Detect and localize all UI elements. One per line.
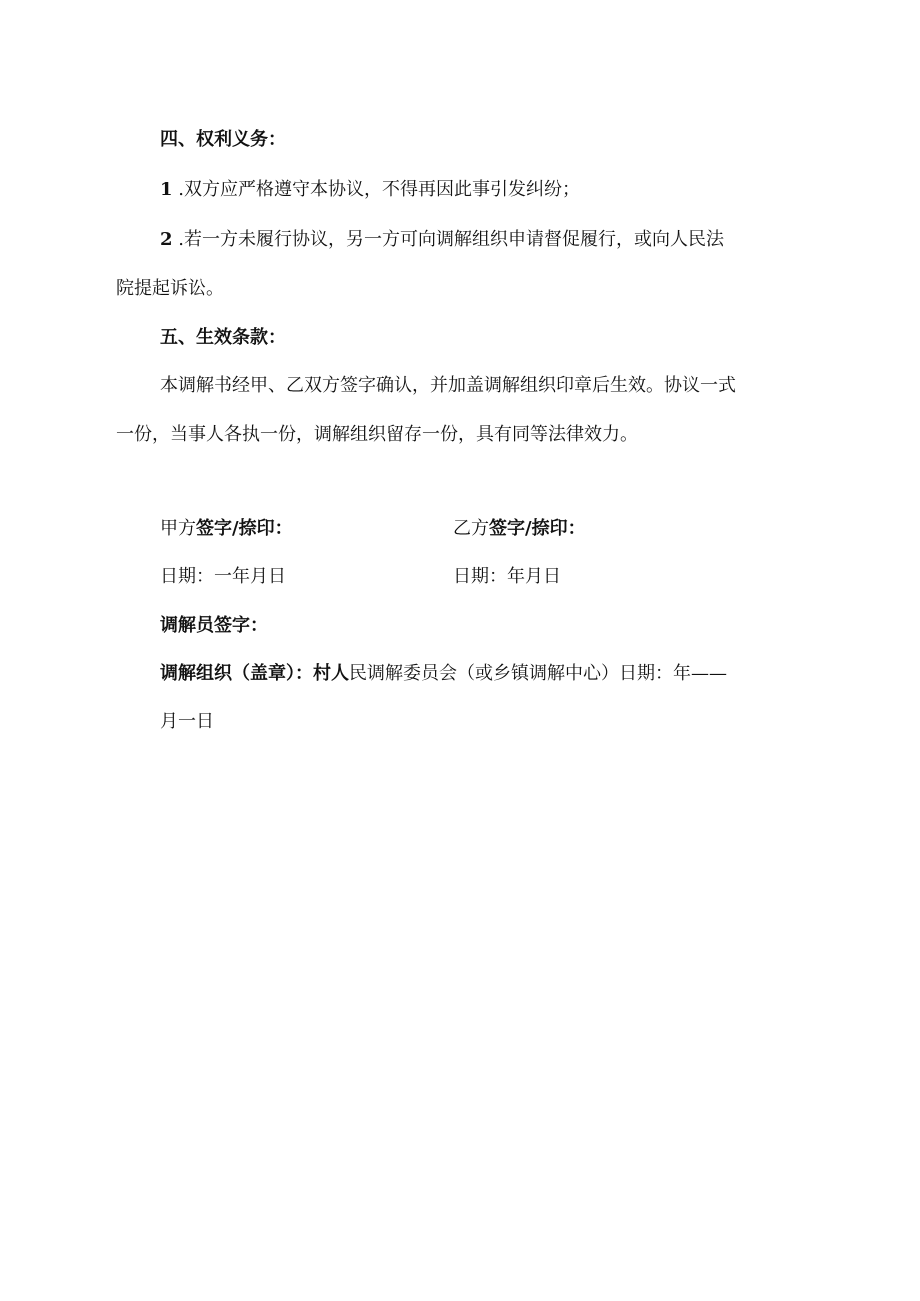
section4-heading: 四、权利义务： [160, 129, 286, 150]
section5-body-line1: 本调解书经甲、乙双方签字确认，并加盖调解组织印章后生效。协议一式 [160, 375, 736, 396]
mediation-org-date-tail: 月一日 [160, 711, 214, 732]
item2-text-line1: .若一方未履行协议，另一方可向调解组织申请督促履行，或向人民法 [178, 229, 724, 250]
item2-number: 2 [160, 229, 173, 250]
section5-heading: 五、生效条款： [160, 327, 286, 348]
section4-item2 [160, 228, 724, 252]
party-b-prefix: 乙方 [453, 518, 489, 539]
item2-text-line2: 院提起诉讼。 [116, 278, 224, 299]
org-seal-text: 民调解委员会（或乡镇调解中心）日期：年—— [349, 663, 727, 684]
section5-body-line2: 一份，当事人各执一份，调解组织留存一份，具有同等法律效力。 [116, 424, 638, 445]
party-a-date: 日期：一年月日 [160, 566, 286, 587]
item1-number: 1 [160, 179, 173, 200]
party-a-prefix: 甲方 [160, 518, 196, 539]
party-b-signature [453, 517, 586, 541]
party-a-signature [160, 517, 293, 541]
org-seal-label: 调解组织（盖章）：村人 [160, 663, 349, 684]
party-b-sign-label: 签字/捺印： [489, 518, 586, 539]
mediation-org-line [160, 662, 727, 686]
party-a-sign-label: 签字/捺印： [196, 518, 293, 539]
item1-text: .双方应严格遵守本协议，不得再因此事引发纠纷； [178, 179, 580, 200]
mediator-signature-label: 调解员签字： [160, 615, 268, 636]
party-b-date: 日期：年月日 [453, 566, 561, 587]
section4-item1 [160, 178, 580, 202]
